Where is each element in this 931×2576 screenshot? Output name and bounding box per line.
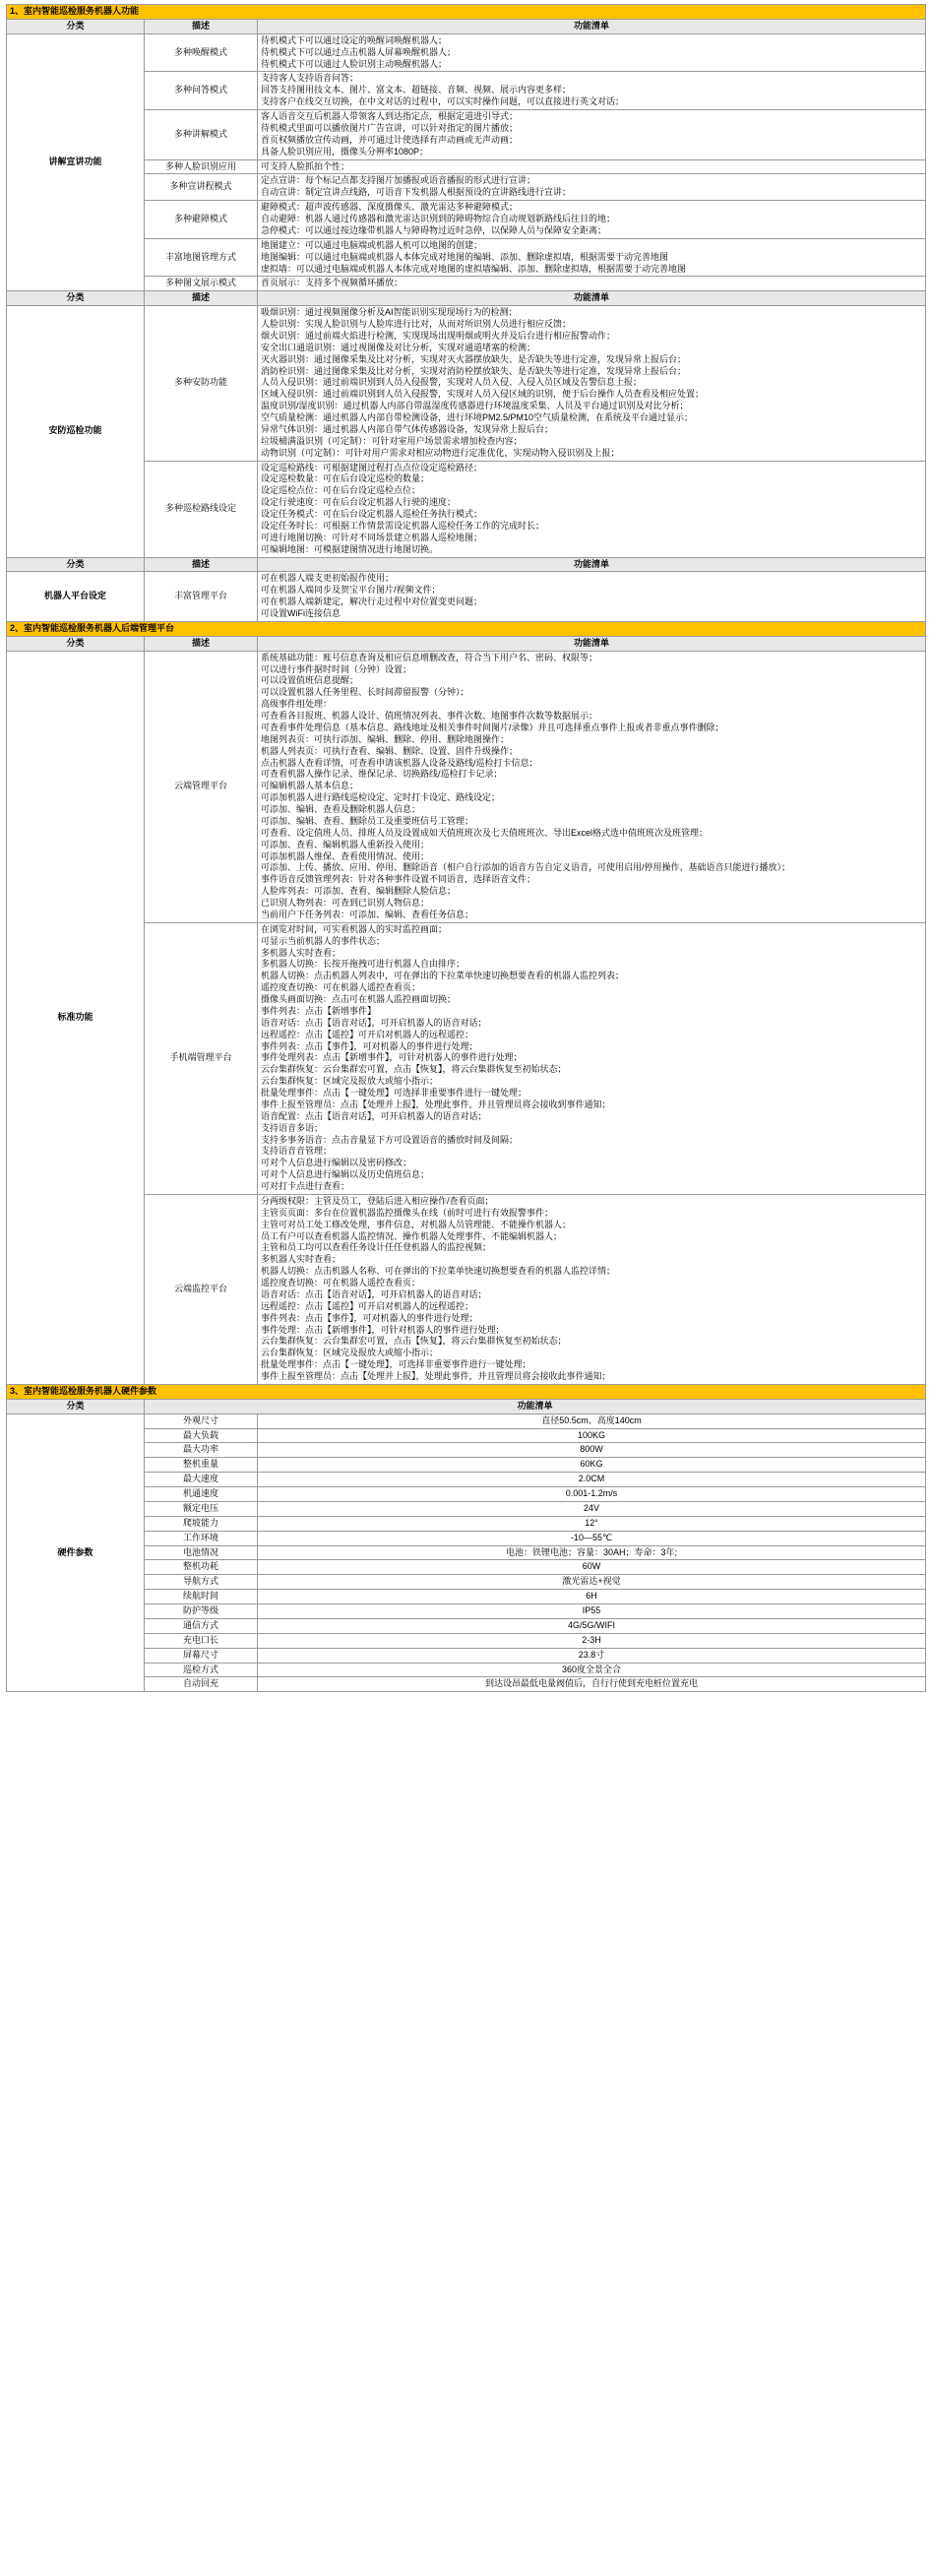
list-item: 设定行驶速度：可在后台设定机器人行驶的速度； <box>261 497 457 508</box>
description-cell: 丰富管理平台 <box>145 572 258 622</box>
category-cell: 讲解宣讲功能 <box>7 33 145 291</box>
list-item: 事件列表：点击【事件】，可对机器人的事件进行处理； <box>261 1312 478 1323</box>
list-item: 设定任务模式：可在后台设定机器人巡检任务执行模式； <box>261 509 483 519</box>
hardware-param-name: 充电口长 <box>145 1633 258 1648</box>
column-header-row <box>7 557 926 572</box>
table-row <box>7 1560 926 1575</box>
column-header-row <box>7 1399 926 1414</box>
list-item: 设定巡检点位：可在后台设定巡检点位； <box>261 485 421 496</box>
hardware-param-name: 机通速度 <box>145 1487 258 1502</box>
list-item: 设定任务时长：可根据工作情景需设定机器人巡检任务工作的完成时长； <box>261 520 545 531</box>
hardware-param-name: 整机功耗 <box>145 1560 258 1575</box>
hardware-param-name: 自动回充 <box>145 1677 258 1692</box>
table-row <box>7 1663 926 1677</box>
list-item: 定点宣讲：每个标记点都支持图片加播报或语音播报的形式进行宣讲； <box>261 175 536 186</box>
feature-list-cell <box>258 110 926 160</box>
description-cell: 手机端管理平台 <box>145 922 258 1194</box>
list-item: 设定巡检数量：可在后台设定巡检的数量； <box>261 473 430 484</box>
list-item: 云台集群恢复：区域完及报放大或缩小指示； <box>261 1348 439 1358</box>
hardware-param-name: 导航方式 <box>145 1575 258 1590</box>
hardware-param-value: 直径50.5cm、高度140cm <box>258 1414 926 1428</box>
section-header-row <box>7 5 926 20</box>
list-item: 地图建立：可以通过电脑端或机器人机可以地图的创建； <box>261 239 483 250</box>
table-row <box>7 1545 926 1560</box>
description-cell: 丰富地图管理方式 <box>145 238 258 277</box>
description-cell: 多种避障模式 <box>145 201 258 239</box>
header-category: 分类 <box>7 1399 145 1414</box>
column-header-row <box>7 636 926 651</box>
hardware-param-value: 360度全景全合 <box>258 1663 926 1677</box>
list-item: 云台集群恢复：云台集群宏可置，点击【恢复】，将云台集群恢复至初始状态； <box>261 1336 567 1347</box>
list-item: 可对打卡点进行查看； <box>261 1181 350 1191</box>
list-item: 可对个人信息进行编辑以及历史值班信息； <box>261 1169 430 1180</box>
description-cell: 多种安防功能 <box>145 306 258 461</box>
list-item: 动物识别（可定制）：可针对用户需求对相应动物进行定准优化，实现动物入侵识别及上报； <box>261 447 620 458</box>
list-item: 分两级权限：主管及员工，登陆后进入相应操作/查看页面； <box>261 1195 494 1206</box>
table-row <box>7 1575 926 1590</box>
list-item: 虚拟墙：可以通过电脑端或机器人本体完成对地图的虚拟墙编辑、添加、删除虚拟墙，根据需要于动完善地图 <box>261 263 687 274</box>
list-item: 异常气体识别：通过机器人内部自带气体传感器设备，发现异常上报后台； <box>261 423 554 434</box>
list-item: 可查看、设定值班人员、排班人员及设置成如天值班班次及七天值班班次、导出Excel格式选中值班班次及班管理； <box>261 827 709 838</box>
list-item: 可显示当前机器人的事件状态； <box>261 935 386 946</box>
feature-list-cell <box>258 651 926 922</box>
list-item: 主管可对员工处工修改处理，事件信息，对机器人员管理能、不能操作机器人； <box>261 1219 572 1229</box>
header-description: 描述 <box>145 636 258 651</box>
list-item: 可查看各目报班、机器人设计、值班情况列表、事件次数、地图事件次数等数据展示； <box>261 711 598 721</box>
list-item: 点击机器人查看详情，可查看申请该机器人设备及路线/巡检打卡信息； <box>261 757 538 768</box>
list-item: 机器人列表页：可执行查看、编辑、删除、设置、固件升级操作； <box>261 745 519 756</box>
table-row <box>7 461 926 557</box>
list-item: 可添加、编辑、查看、删除员工及重要班信号工管理； <box>261 815 474 826</box>
list-item: 事件处理：点击【新增事件】，可针对机器人的事件进行处理； <box>261 1324 505 1335</box>
description-cell: 多种人脸识别应用 <box>145 159 258 174</box>
hardware-param-name: 额定电压 <box>145 1501 258 1516</box>
list-item: 事件列表：点击【事件】，可对机器人的事件进行处理； <box>261 1040 478 1051</box>
list-item: 摄像头画面切换：点击可在机器人监控画面切换； <box>261 994 457 1004</box>
list-item: 待机模式里面可以播放图片广告宣讲，可以针对指定的图片播放； <box>261 122 519 133</box>
list-item: 支持语音音管理； <box>261 1146 333 1157</box>
list-item: 多机器人实时查看； <box>261 1254 341 1265</box>
list-item: 设定巡检路线：可根据建图过程打点点位设定巡检路径； <box>261 462 483 472</box>
list-item: 当前用户下任务列表：可添加、编辑、查看任务信息； <box>261 909 474 919</box>
hardware-param-value: -10—55℃ <box>258 1531 926 1545</box>
list-item: 语音对话：点击【语音对话】，可开启机器人的语音对话； <box>261 1288 487 1299</box>
hardware-param-name: 屏幕尺寸 <box>145 1648 258 1663</box>
hardware-param-name: 巡检方式 <box>145 1663 258 1677</box>
section-3-title: 3、室内智能巡检服务机器人硬件参数 <box>7 1384 926 1399</box>
table-row <box>7 1590 926 1604</box>
feature-list-cell <box>258 33 926 72</box>
feature-list-cell <box>258 201 926 239</box>
list-item: 支持客户在线交互切换，在中文对话的过程中，可以实时操作问题，可以直接进行英文对话； <box>261 96 625 107</box>
description-cell: 多种宣讲程模式 <box>145 174 258 201</box>
header-category: 分类 <box>7 557 145 572</box>
table-row <box>7 174 926 201</box>
list-item: 云台集群恢复：区域完及报放大或缩小指示； <box>261 1076 439 1087</box>
table-row <box>7 238 926 277</box>
hardware-param-value: 2.0CM <box>258 1473 926 1487</box>
list-item: 高级事件组处理： <box>261 699 333 710</box>
category-cell: 标准功能 <box>7 651 145 1384</box>
header-features: 功能清单 <box>145 1399 926 1414</box>
list-item: 已识别人物列表：可查到已识别人物信息； <box>261 898 430 908</box>
table-row <box>7 1501 926 1516</box>
header-features: 功能清单 <box>258 19 926 33</box>
list-item: 员工有户可以查看机器人监控情况、操作机器人处理事件、不能编辑机器人； <box>261 1230 563 1241</box>
hardware-param-name: 外观尺寸 <box>145 1414 258 1428</box>
hardware-param-name: 最大速度 <box>145 1473 258 1487</box>
header-description: 描述 <box>145 557 258 572</box>
table-row <box>7 1194 926 1384</box>
hardware-param-value: 2-3H <box>258 1633 926 1648</box>
list-item: 事件语音反馈管理列表：针对各种事件设置不同语音，选择语音文件； <box>261 874 536 885</box>
list-item: 多机器人切换：长按开拖拽可进行机器人自由排序； <box>261 959 466 970</box>
list-item: 机器人切换：点击机器人名称、可在弹出的下拉菜单快速切换想要查看的机器人监控详情； <box>261 1266 616 1277</box>
table-row <box>7 72 926 110</box>
list-item: 多机器人实时查看； <box>261 947 341 958</box>
list-item: 自动宣讲：制定宣讲点线路，可语音下发机器人根据预设的宣讲路线进行宣讲； <box>261 187 572 198</box>
list-item: 事件上报至管理员：点击【处理并上报】，处理此事件，并且管理员将会接收此事件通知； <box>261 1371 611 1381</box>
list-item: 具备人脸识别应用，摄像头分辨率1080P； <box>261 146 429 157</box>
list-item: 可添加机器人进行路线巡检设定、定时打卡设定、路线设定； <box>261 792 501 803</box>
feature-list-cell <box>258 572 926 622</box>
list-item: 云台集群恢复：云台集群宏可置，点击【恢复】，将云台集群恢复至初始状态； <box>261 1064 567 1075</box>
spec-table <box>6 4 926 1692</box>
table-row <box>7 651 926 922</box>
table-row <box>7 110 926 160</box>
table-row <box>7 1428 926 1443</box>
description-cell: 多种巡检路线设定 <box>145 461 258 557</box>
list-item: 灭火器识别：通过图像采集及比对分析，实现对灭火器摆放缺失、是否缺失等进行定准，发现异常上报后台； <box>261 353 687 364</box>
header-category: 分类 <box>7 19 145 33</box>
column-header-row <box>7 291 926 306</box>
list-item: 首页权频播放宣传动画，并可通过计使选择有声动画或无声动画； <box>261 134 519 145</box>
hardware-param-value: 24V <box>258 1501 926 1516</box>
list-item: 烟火识别：通过前端火焰进行检测，实现现场出现明烟或明火并及后台进行相应报警动作； <box>261 330 616 341</box>
hardware-param-name: 续航时间 <box>145 1590 258 1604</box>
list-item: 可支持人脸抓拍个性； <box>261 160 350 171</box>
header-features: 功能清单 <box>258 291 926 306</box>
description-cell: 多种唤醒模式 <box>145 33 258 72</box>
hardware-param-value: 0.001-1.2m/s <box>258 1487 926 1502</box>
list-item: 事件列表：点击【新增事件】 <box>261 1005 377 1016</box>
list-item: 语音配置：点击【语音对话】，可开启机器人的语音对话； <box>261 1110 487 1121</box>
table-row <box>7 1458 926 1473</box>
feature-list-cell <box>258 922 926 1194</box>
list-item: 可编辑机器人基本信息； <box>261 781 359 791</box>
list-item: 可编辑地图：可模据建图情况进行地图切换。 <box>261 543 439 554</box>
table-row <box>7 572 926 622</box>
list-item: 待机模式下可以通过人脸识别主动唤醒机器人； <box>261 58 448 69</box>
table-row <box>7 1414 926 1428</box>
description-cell: 多种图文展示模式 <box>145 277 258 291</box>
list-item: 地图列表页：可执行添加、编辑、删除、停用、删除地图操作； <box>261 733 510 744</box>
list-item: 消防栓识别：通过图像采集及比对分析，实现对消防栓摆放缺失、是否缺失等进行定准，发现异常上报后台； <box>261 365 687 376</box>
list-item: 主管和员工均可以查看任务设计任任登机器人的监控视频； <box>261 1242 492 1253</box>
list-item: 可在机器人端支更初始报作使用； <box>261 573 395 584</box>
hardware-param-name: 整机重量 <box>145 1458 258 1473</box>
hardware-param-name: 最大负载 <box>145 1428 258 1443</box>
list-item: 区域入侵识别：通过前端识别到人员入侵报警，实现对人员入侵区域的识别，便于后台操作人员查看及相应处置； <box>261 389 705 400</box>
list-item: 垃圾桶满溢识别（可定制）：可针对室用户场景需求增加检查内容； <box>261 435 523 446</box>
feature-list-cell <box>258 461 926 557</box>
feature-list-cell <box>258 277 926 291</box>
table-row <box>7 306 926 461</box>
list-item: 人脸库列表：可添加、查看、编辑删除人脸信息； <box>261 886 457 897</box>
table-row <box>7 922 926 1194</box>
list-item: 人员入侵识别：通过前端识别到人员入侵报警，实现对人员入侵、入侵入员区域及告警信息上报； <box>261 377 643 388</box>
list-item: 客人语音交互后机器人带领客人到达指定点，根据定道进引导式； <box>261 111 519 121</box>
hardware-param-name: 防护等级 <box>145 1604 258 1619</box>
category-cell: 安防巡检功能 <box>7 306 145 557</box>
table-row <box>7 1487 926 1502</box>
list-item: 可查看事件处理信息（基本信息、路线地址及相关事件时间图片/录像）并且可选择重点事件上报或者非重点事件删除； <box>261 722 724 732</box>
list-item: 可进行地图切换：可针对不同场景建立机器人巡检地图； <box>261 532 483 542</box>
list-item: 可以进行事件据时时间（分钟）设置； <box>261 663 412 674</box>
list-item: 可对个人信息进行编辑以及密码修改； <box>261 1158 412 1168</box>
table-row <box>7 1633 926 1648</box>
description-cell: 云端监控平台 <box>145 1194 258 1384</box>
list-item: 待机模式下可以通过设定的唤醒词唤醒机器人； <box>261 34 448 45</box>
list-item: 避障模式：超声波传感器、深度摄像头、激光雷达多种避障模式； <box>261 202 519 213</box>
hardware-param-value: IP55 <box>258 1604 926 1619</box>
list-item: 可以设置值班信息提醒； <box>261 675 359 686</box>
hardware-param-value: 激光雷达+视觉 <box>258 1575 926 1590</box>
table-row <box>7 1677 926 1692</box>
section-1-title: 1、室内智能巡检服务机器人功能 <box>7 5 926 20</box>
section-2-title: 2、室内智能巡检服务机器人后端管理平台 <box>7 621 926 636</box>
list-item: 语音对话：点击【语音对话】，可开启机器人的语音对话； <box>261 1017 487 1028</box>
hardware-param-name: 工作环境 <box>145 1531 258 1545</box>
list-item: 可添加机器人维保、查看使用情况、使用； <box>261 850 430 861</box>
list-item: 支持多事务语音：点击音量显下方可设置语音的播放时间及间隔； <box>261 1134 519 1145</box>
header-features: 功能清单 <box>258 636 926 651</box>
hardware-param-value: 800W <box>258 1443 926 1458</box>
feature-list-cell <box>258 159 926 174</box>
list-item: 吸烟识别：通过视频图像分析及AI智能识别实现现场行为的检测； <box>261 307 518 318</box>
hardware-param-name: 电池情况 <box>145 1545 258 1560</box>
list-item: 可以设置机器人任务里程、长时间滞留报警（分钟）； <box>261 687 469 698</box>
list-item: 可添加、上传、播放、应用、停用、删除语音（相户自行添加的语音方告自定义语音，可使用启用/停用操作、基础语音只能进行播放）； <box>261 862 791 873</box>
list-item: 首页展示：支持多个视频循环播放； <box>261 278 403 288</box>
feature-list-cell <box>258 174 926 201</box>
table-row <box>7 1604 926 1619</box>
hardware-param-value: 60KG <box>258 1458 926 1473</box>
hardware-param-name: 最大功率 <box>145 1443 258 1458</box>
header-description: 描述 <box>145 291 258 306</box>
list-item: 批量处理事件：点击【一键处理】，可选择非重要事件进行一键处理； <box>261 1359 531 1370</box>
feature-list-cell <box>258 72 926 110</box>
table-row <box>7 1531 926 1545</box>
description-cell: 云端管理平台 <box>145 651 258 922</box>
table-row <box>7 1516 926 1531</box>
section-header-row <box>7 1384 926 1399</box>
hardware-param-value: 电池：铁锂电池；容量：30AH；寿命：3年; <box>258 1545 926 1560</box>
list-item: 可在机器人端同步及贺宝平台图片/视频文件； <box>261 585 441 596</box>
header-category: 分类 <box>7 636 145 651</box>
list-item: 主管页页面：多台在位置机器监控摄像头在线（前时可进行有效报警事件； <box>261 1207 554 1218</box>
table-row <box>7 201 926 239</box>
hardware-param-value: 100KG <box>258 1428 926 1443</box>
list-item: 遥控度查切换：可在机器人遥控查看页； <box>261 982 421 993</box>
category-cell: 机器人平台设定 <box>7 572 145 622</box>
table-row <box>7 1473 926 1487</box>
feature-list-cell <box>258 238 926 277</box>
category-cell: 硬件参数 <box>7 1414 145 1692</box>
list-item: 回答支持图用技文本、图片、富文本、超链接、音频、视频、展示内容更多样； <box>261 85 572 95</box>
table-row <box>7 33 926 72</box>
list-item: 可查看机器人操作记录、维保记录、切换路线/巡检打卡记录； <box>261 769 503 780</box>
hardware-param-value: 6H <box>258 1590 926 1604</box>
section-header-row <box>7 621 926 636</box>
list-item: 可设置WiFi连接信息 <box>261 608 341 618</box>
column-header-row <box>7 19 926 33</box>
list-item: 安全出口通道识别：通过视图像及对比分析，实现对通道堵塞的检测； <box>261 342 536 352</box>
list-item: 急停模式：可以通过按边缘带机器人与障碍物过近时急停，以保障人员与保障安全距离； <box>261 224 607 235</box>
hardware-param-name: 爬坡能力 <box>145 1516 258 1531</box>
list-item: 可在机器人端新建定，解决行走过程中对位置变更问题； <box>261 597 483 607</box>
list-item: 人脸识别：实现人脸识别与人脸库进行比对，从而对所识别人员进行相应反馈； <box>261 319 572 329</box>
description-cell: 多种问答模式 <box>145 72 258 110</box>
table-row <box>7 1618 926 1633</box>
list-item: 远程遥控：点击【遥控】可开启对机器人的远程遥控； <box>261 1300 474 1311</box>
feature-list-cell <box>258 1194 926 1384</box>
list-item: 系统基础功能：账号信息查询及相应信息增删改查，符合当下用户名、密码、权限等； <box>261 652 598 662</box>
list-item: 事件处理列表：点击【新增事件】，可针对机器人的事件进行处理； <box>261 1052 523 1063</box>
hardware-param-value: 60W <box>258 1560 926 1575</box>
table-row <box>7 1443 926 1458</box>
list-item: 机器人切换：点击机器人列表中，可在弹出的下拉菜单快速切换想要查看的机器人监控列表； <box>261 971 625 981</box>
list-item: 批量处理事件：点击【一键处理】可选择非重要事件进行一键处理； <box>261 1088 528 1098</box>
hardware-param-value: 12° <box>258 1516 926 1531</box>
list-item: 遥控度查切换：可在机器人遥控查看页； <box>261 1278 421 1288</box>
table-row <box>7 159 926 174</box>
hardware-param-name: 通信方式 <box>145 1618 258 1633</box>
list-item: 远程遥控：点击【遥控】可开启对机器人的远程遥控； <box>261 1029 474 1039</box>
table-row <box>7 1648 926 1663</box>
list-item: 支持语音多语； <box>261 1122 324 1133</box>
feature-list-cell <box>258 306 926 461</box>
list-item: 自动避障：机器人通过传感器和激光雷达识别到的障碍物综合自动规划新路线后往目的地； <box>261 214 616 223</box>
list-item: 可添加、查看、编辑机器人重新投入使用； <box>261 839 430 849</box>
list-item: 温度识别/湿度识别：通过机器人内部自带温湿度传感器进行环境温度采集、人员及平台通过识别及对比分析； <box>261 401 689 411</box>
description-cell: 多种讲解模式 <box>145 110 258 160</box>
list-item: 可添加、编辑、查看及删除机器人信息； <box>261 804 421 814</box>
table-row <box>7 277 926 291</box>
hardware-param-value: 4G/5G/WIFI <box>258 1618 926 1633</box>
list-item: 事件上报至管理员：点击【处理并上报】，处理此事件，并且管理员将会接收到事件通知； <box>261 1099 611 1109</box>
list-item: 支持客人支持语音问答； <box>261 73 359 84</box>
list-item: 待机模式下可以通过点击机器人屏幕唤醒机器人； <box>261 46 457 57</box>
hardware-param-value: 23.8寸 <box>258 1648 926 1663</box>
header-category: 分类 <box>7 291 145 306</box>
list-item: 在浏览对时间，可实看机器人的实时监控画面； <box>261 923 448 934</box>
list-item: 空气质量检测：通过机器人内部自带检测设备，进行环境PM2.5/PM10空气质量检测，在系统及平台通过显示； <box>261 412 694 422</box>
hardware-param-value: 到达设昂最低电量阀值后，自行行使到充电桩位置充电 <box>258 1677 926 1692</box>
header-features: 功能清单 <box>258 557 926 572</box>
list-item: 地图编辑：可以通过电脑端或机器人本体完成对地图的编辑、添加、删除虚拟墙，根据需要于动完善地图 <box>261 251 669 262</box>
header-description: 描述 <box>145 19 258 33</box>
